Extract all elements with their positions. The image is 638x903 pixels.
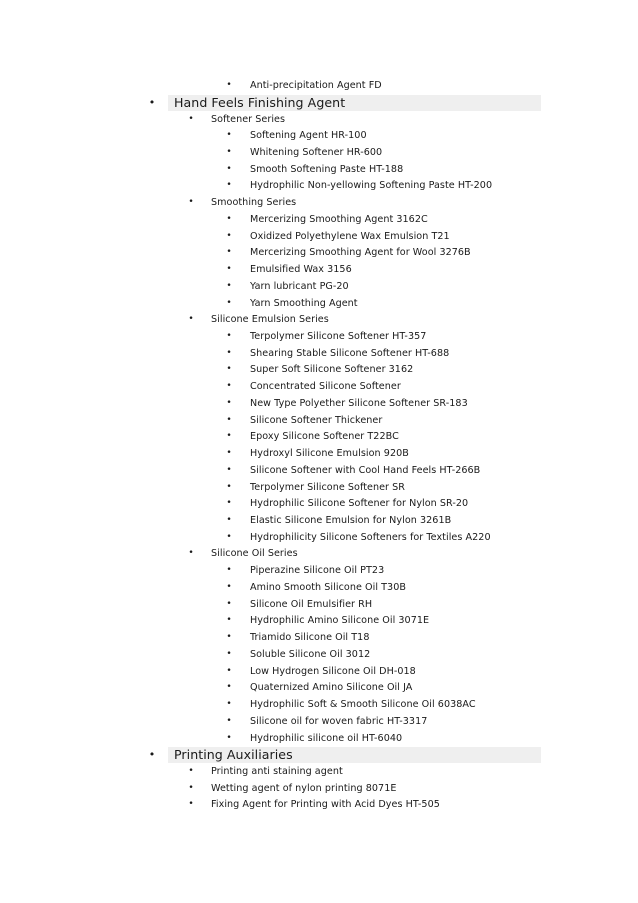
item-text: Quaternized Amino Silicone Oil JA bbox=[250, 682, 413, 694]
bullet-icon: • bbox=[226, 80, 232, 90]
list-item bbox=[0, 127, 638, 144]
bullet-icon: • bbox=[226, 481, 232, 492]
item-text: Hydrophilic Silicone Softener for Nylon SR-20 bbox=[250, 498, 469, 510]
list-item bbox=[0, 361, 638, 378]
item-text: Smoothing Series bbox=[211, 197, 297, 209]
item-text: Softener Series bbox=[211, 113, 286, 125]
item-text: Softening Agent HR-100 bbox=[250, 130, 367, 142]
item-text: Concentrated Silicone Softener bbox=[250, 381, 401, 393]
section-heading bbox=[0, 94, 638, 111]
item-text: Low Hydrogen Silicone Oil DH-018 bbox=[250, 665, 416, 677]
item-text: Epoxy Silicone Softener T22BC bbox=[250, 431, 399, 443]
list-item bbox=[0, 479, 638, 496]
bullet-icon: • bbox=[226, 381, 232, 392]
bullet-icon: • bbox=[226, 515, 232, 525]
list-item bbox=[0, 177, 638, 194]
list-item bbox=[0, 378, 638, 395]
item-text: Yarn Smoothing Agent bbox=[250, 297, 358, 309]
item-text: Terpolymer Silicone Softener SR bbox=[250, 481, 405, 493]
bullet-icon: • bbox=[148, 95, 156, 109]
item-text: Emulsified Wax 3156 bbox=[250, 264, 352, 275]
bullet-icon: • bbox=[188, 113, 194, 124]
list-item bbox=[0, 328, 638, 345]
item-text: Silicone Oil Emulsifier RH bbox=[250, 598, 373, 610]
list-item bbox=[0, 211, 638, 228]
bullet-icon: • bbox=[226, 732, 232, 743]
list-item bbox=[0, 144, 638, 161]
bullet-icon: • bbox=[188, 314, 194, 325]
item-text: Wetting agent of nylon printing 8071E bbox=[211, 782, 397, 794]
item-text: Printing anti staining agent bbox=[211, 765, 343, 777]
item-text: Hydrophilic Amino Silicone Oil 3071E bbox=[250, 615, 430, 627]
list-item bbox=[0, 679, 638, 696]
subsection-item bbox=[0, 545, 638, 562]
item-text: Hydrophilicity Silicone Softeners for Textiles A220 bbox=[250, 531, 491, 543]
list-item bbox=[0, 228, 638, 245]
item-text: Triamido Silicone Oil T18 bbox=[250, 632, 370, 644]
bullet-icon: • bbox=[226, 648, 232, 659]
list-item bbox=[0, 612, 638, 629]
bullet-icon: • bbox=[226, 715, 232, 726]
list-item bbox=[0, 295, 638, 312]
list-item bbox=[0, 495, 638, 512]
item-text: Mercerizing Smoothing Agent for Wool 3276B bbox=[250, 247, 471, 259]
bullet-icon: • bbox=[226, 397, 232, 408]
bullet-icon: • bbox=[226, 498, 232, 509]
subsection-item bbox=[0, 194, 638, 211]
list-item bbox=[0, 161, 638, 178]
list-item bbox=[0, 428, 638, 445]
bullet-icon: • bbox=[226, 264, 232, 274]
item-text: Silicone Softener Thickener bbox=[250, 414, 383, 426]
bullet-icon: • bbox=[226, 146, 232, 157]
list-item bbox=[0, 462, 638, 479]
bullet-icon: • bbox=[226, 699, 232, 709]
item-text: Hydrophilic Soft & Smooth Silicone Oil 6038AC bbox=[250, 699, 476, 710]
bullet-icon: • bbox=[226, 665, 232, 676]
bullet-icon: • bbox=[188, 782, 194, 793]
list-item bbox=[0, 529, 638, 546]
item-text: Soluble Silicone Oil 3012 bbox=[250, 648, 371, 660]
bullet-icon: • bbox=[226, 581, 232, 592]
bullet-icon: • bbox=[226, 331, 232, 341]
item-text: Hydroxyl Silicone Emulsion 920B bbox=[250, 448, 409, 460]
item-text: Hand Feels Finishing Agent bbox=[174, 94, 346, 110]
list-item bbox=[0, 445, 638, 462]
bullet-icon: • bbox=[226, 130, 232, 141]
list-item bbox=[0, 663, 638, 680]
list-item bbox=[0, 629, 638, 646]
subsection-item bbox=[0, 111, 638, 128]
item-text: Silicone oil for woven fabric HT-3317 bbox=[250, 715, 428, 727]
item-text: Silicone Emulsion Series bbox=[211, 314, 329, 326]
bullet-icon: • bbox=[226, 565, 232, 576]
bullet-icon: • bbox=[226, 297, 232, 308]
list-item bbox=[0, 412, 638, 429]
bullet-icon: • bbox=[188, 765, 194, 776]
bullet-icon: • bbox=[226, 448, 232, 459]
item-text: Terpolymer Silicone Softener HT-357 bbox=[250, 331, 427, 342]
item-text: Yarn lubricant PG-20 bbox=[250, 280, 349, 292]
list-item bbox=[0, 345, 638, 362]
list-item bbox=[0, 579, 638, 596]
item-text: Printing Auxiliaries bbox=[174, 747, 293, 763]
section-heading bbox=[0, 746, 638, 763]
bullet-icon: • bbox=[226, 364, 232, 375]
item-text: Hydrophilic silicone oil HT-6040 bbox=[250, 732, 403, 744]
bullet-icon: • bbox=[148, 748, 156, 762]
bullet-icon: • bbox=[226, 347, 232, 358]
item-text: Hydrophilic Non-yellowing Softening Paste HT-200 bbox=[250, 180, 493, 192]
bullet-icon: • bbox=[226, 230, 232, 241]
list-item bbox=[0, 261, 638, 278]
item-text: Amino Smooth Silicone Oil T30B bbox=[250, 581, 406, 593]
bullet-icon: • bbox=[226, 213, 232, 224]
list-item bbox=[0, 244, 638, 261]
list-item bbox=[0, 77, 638, 94]
list-item bbox=[0, 730, 638, 747]
item-text: Smooth Softening Paste HT-188 bbox=[250, 163, 404, 175]
bullet-icon: • bbox=[226, 598, 232, 609]
list-item bbox=[0, 278, 638, 295]
item-text: Oxidized Polyethylene Wax Emulsion T21 bbox=[250, 230, 450, 242]
list-item bbox=[0, 713, 638, 730]
item-text: Whitening Softener HR-600 bbox=[250, 146, 383, 158]
bullet-icon: • bbox=[226, 464, 232, 475]
bullet-icon: • bbox=[226, 682, 232, 693]
bullet-icon: • bbox=[188, 548, 194, 559]
bullet-icon: • bbox=[226, 247, 232, 258]
bullet-icon: • bbox=[226, 615, 232, 626]
list-item bbox=[0, 562, 638, 579]
bullet-icon: • bbox=[226, 632, 232, 643]
bullet-icon: • bbox=[226, 163, 232, 174]
item-text: Mercerizing Smoothing Agent 3162C bbox=[250, 213, 428, 225]
bullet-icon: • bbox=[188, 799, 194, 810]
bullet-icon: • bbox=[226, 180, 232, 191]
item-text: Shearing Stable Silicone Softener HT-688 bbox=[250, 347, 450, 359]
item-text: Elastic Silicone Emulsion for Nylon 3261B bbox=[250, 515, 452, 526]
item-text: Silicone Oil Series bbox=[211, 548, 298, 560]
bullet-icon: • bbox=[226, 531, 232, 542]
item-text: Silicone Softener with Cool Hand Feels HT-266B bbox=[250, 464, 481, 476]
list-item bbox=[0, 646, 638, 663]
item-text: Fixing Agent for Printing with Acid Dyes HT-505 bbox=[211, 799, 440, 811]
subsection-item bbox=[0, 763, 638, 780]
bullet-icon: • bbox=[226, 414, 232, 425]
list-item bbox=[0, 395, 638, 412]
subsection-item bbox=[0, 780, 638, 797]
bullet-icon: • bbox=[226, 280, 232, 291]
item-text: New Type Polyether Silicone Softener SR-183 bbox=[250, 397, 468, 409]
item-text: Piperazine Silicone Oil PT23 bbox=[250, 565, 385, 577]
bullet-icon: • bbox=[226, 431, 232, 442]
subsection-item bbox=[0, 796, 638, 813]
item-text: Anti-precipitation Agent FD bbox=[250, 80, 382, 91]
list-item bbox=[0, 596, 638, 613]
subsection-item bbox=[0, 311, 638, 328]
item-text: Super Soft Silicone Softener 3162 bbox=[250, 364, 414, 376]
bullet-icon: • bbox=[188, 197, 194, 208]
list-item bbox=[0, 696, 638, 713]
list-item bbox=[0, 512, 638, 529]
